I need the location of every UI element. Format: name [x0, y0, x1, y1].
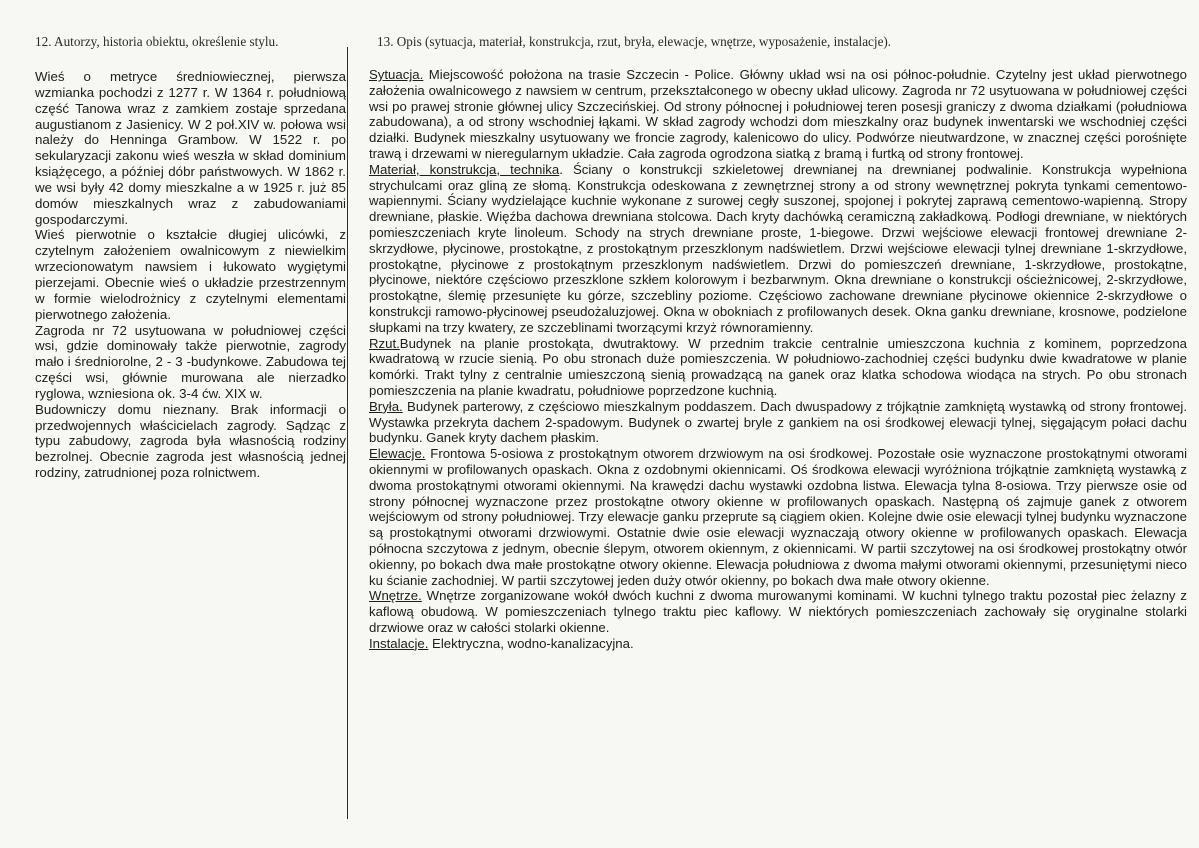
- sytuacja-text: Miejscowość położona na trasie Szczecin - Police. Główny układ wsi na osi północ-południe. Czytelny jest układ pierwotnego założenia owalnicowego z nawsiem w centrum, przekształconego w obecny układ ulicowy. Zagroda nr 72 usytuowana w południowej części wsi po prawej stronie głównej ulicy Szczecińskiej. Od strony północnej i południowej teren posesji graniczy z dwoma działkami (południowa zabudowana), a od strony wschodniej łąkami. W skład zagrody wchodzi dom mieszkalny oraz budynek inwentarski we wschodniej części działki. Budynek mieszkalny usytuowany we froncie zagrody, kalenicowo do ulicy. Podwórze nieutwardzone, w znacznej części porośnięte trawą i drzewami w nieregularnym układzie. Cała zagroda ogrodzona siatką z bramą i furtką od strony frontowej.: [369, 67, 1187, 161]
- history-paragraph-builder: Budowniczy domu nieznany. Brak informacji o przedwojennych właścicielach zagrody. Sądząc z typu zabudowy, zagroda była własnością rodziny bezrolnej. Obecnie zagroda jest własnością jednej rodziny, zatrudnionej poza rolnictwem.: [35, 401, 346, 481]
- history-column: [35, 69, 346, 481]
- section-elewacje: [369, 446, 1187, 588]
- history-paragraph-origins: Wieś o metryce średniowiecznej, pierwsza wzmianka pochodzi z 1277 r. W 1364 r. południową część Tanowa wraz z zamkiem zostaje sprzedana augustianom z Jasienicy. W 2 poł.XIV w. połowa wsi należy do Henninga Grambow. W 1522 r. po sekularyzacji zakonu wieś weszła w skład dominium książęcego, a później dóbr państwowych. W 1862 r. we wsi były 42 domy mieszkalne a w 1925 r. już 85 domów mieszkalnych wraz z zabudowaniami gospodarczymi.: [35, 69, 346, 227]
- description-column: [369, 67, 1187, 651]
- history-paragraph-layout: Wieś pierwotnie o kształcie długiej ulicówki, z czytelnym założeniem owalnicowym z niewielkim wrzecionowatym nawsiem i łukowato wygiętymi pierzejami. Obecnie wieś o układzie przestrzennym w formie wielodrożnicy z czytelnymi elementami pierwotnego założenia.: [35, 227, 346, 322]
- material-text: . Ściany o konstrukcji szkieletowej drewnianej na drewnianej podwalinie. Konstrukcja wypełniona strychulcami oraz gliną ze słomą. Konstrukcja odeskowana z zewnętrznej strony a od strony wewnętrznej pokryta tynkami cementowo-wapiennymi. Ściany wydzielające kuchnie wykonane z surowej cegły suszonej, spojonej i pokrytej zaprawą cementowo-wapienną. Stropy drewniane, płaskie. Więźba dachowa drewniana stolcowa. Dach kryty dachówką ceramiczną zakładkową. Podłogi drewniane, w niektórych pomieszczeniach kryte linoleum. Schody na strych drewniane proste, 1-biegowe. Drzwi wejściowe elewacji frontowej drewniane 2-skrzydłowe, płycinowe, prostokątne, z prostokątnym przeszklonym nadświetlem. Drzwi wejściowe elewacji tylnej drewniane 1-skrzydłowe, prostokątne, płycinowe z prostokątnym przeszklonym nadświetlem. Drzwi do pomieszczeń drewniane, 1-skrzydłowe, prostokątne, płycinowe, niektóre częściowo przeszklone szkłem kolorowym i bezbarwnym. Okna drewniane o konstrukcji ościeżnicowej, 2-skrzydłowe, prostokątne, ślemię przesunięte ku górze, szczebliny poziome. Częściowo zachowane drewniane płycinowe okiennice 2-skrzydłowe o konstrukcji ramowo-płycinowej pseudożaluzjowej. Okna w obokniach z profilowanych desek. Okna ganku drewniane, krosnowe, podzielone słupkami na trzy kwatery, ze szczeblinami tworzącymi krzyż równoramienny.: [369, 161, 1188, 335]
- history-paragraph-homestead: Zagroda nr 72 usytuowana w południowej części wsi, gdzie dominowały także pierwotnie, zagrody mało i średniorolne, 2 - 3 -budynkowe. Zabudowa tej części wsi, głównie murowana ale nierzadko ryglowa, wzniesiona ok. 3-4 ćw. XIX w.: [35, 322, 346, 401]
- column-divider: [347, 47, 348, 819]
- rzut-label: Rzut.: [369, 335, 400, 351]
- section-rzut: [369, 336, 1187, 399]
- section-13-heading: 13. Opis (sytuacja, materiał, konstrukcja, rzut, bryła, elewacje, wnętrze, wyposażenie, instalacje).: [377, 34, 892, 49]
- section-sytuacja: [369, 67, 1187, 162]
- instalacje-text: Elektryczna, wodno-kanalizacyjna.: [428, 635, 634, 651]
- rzut-text: Budynek na planie prostokąta, dwutraktowy. W przednim trakcie centralnie umieszczona kuchnia z kominem, poprzedzona kwadratową w rzucie sienią. Po obu stronach duże pomieszczenia. W południowo-zachodniej części budynku dwie kwadratowe w planie komórki. Trakt tylny z centralnie umieszczoną sienią prowadzącą na ganek oraz klatka schodowa wiodąca na strych. Po obu stronach pomieszczenia na planie kwadratu, południowe poprzedzone kuchnią.: [369, 335, 1187, 398]
- bryla-text: Budynek parterowy, z częściowo mieszkalnym poddaszem. Dach dwuspadowy z trójkątnie zamkniętą wystawką od strony frontowej. Wystawka przekryta dachem 2-spadowym. Budynek o zwartej bryle z gankiem na osi środkowej elewacji tylnej, sięgającym połaci dachu budynku. Ganek kryty dachem płaskim.: [369, 398, 1187, 446]
- section-material: [369, 162, 1187, 336]
- elewacje-text: Frontowa 5-osiowa z prostokątnym otworem drzwiowym na osi środkowej. Pozostałe osie wyznaczone prostokątnymi otworami okiennymi w profilowanych opaskach. Okna z ozdobnymi okiennicami. Oś środkowa elewacji wyróżniona trójkątnie zamkniętą wystawką z dwoma prostokątnymi otworami okiennymi. Na krawędzi dachu wystawki ozdobna listwa. Elewacja tylna 8-osiowa. Trzy pierwsze osie od strony północnej wyznaczone przez prostokątne otwory okienne w profilowanych opaskach. Następną oś zajmuje ganek z otworem wejściowym od strony południowej. Trzy elewacje ganku przeprute są ciągiem okien. Kolejne dwie osie elewacji tylnej budynku wyznaczone są prostokątnymi otworami drzwiowymi. Ostatnie dwie osie elewacji wyznaczają otwory okienne w profilowanych opaskach. Elewacja północna szczytowa z jednym, obecnie ślepym, otworem okiennym, z okiennicami. W partii szczytowej na osi środkowej prostokątny otwór okienny, po bokach dwa małe prostokątne otwory okienne. Elewacja południowa z dwoma małymi otworami okiennymi, przesuniętymi nieco ku ścianie zachodniej. W partii szczytowej jeden duży otwór okienny, po bokach dwa małe otwory okienne.: [369, 446, 1187, 588]
- instalacje-label: Instalacje.: [369, 635, 429, 651]
- sytuacja-label: Sytuacja.: [369, 67, 424, 82]
- wnetrze-label: Wnętrze.: [369, 588, 422, 604]
- section-wnetrze: [369, 588, 1187, 635]
- bryla-label: Bryła.: [369, 398, 403, 414]
- material-label: Materiał, konstrukcja, technika: [369, 161, 560, 177]
- section-bryla: [369, 399, 1187, 446]
- wnetrze-text: Wnętrze zorganizowane wokół dwóch kuchni z dwoma murowanymi kominami. W kuchni tylnego traktu pozostał piec żelazny z kaflową obudową. W pomieszczeniach tylnego traktu piec kaflowy. W niektórych pomieszczeniach zachowały się oryginalne stolarki drzwiowe oraz w całości stolarki okienne.: [369, 588, 1187, 635]
- elewacje-label: Elewacje.: [369, 446, 426, 462]
- section-12-heading: 12. Autorzy, historia obiektu, określenie stylu.: [35, 34, 279, 49]
- section-instalacje: [369, 636, 1187, 652]
